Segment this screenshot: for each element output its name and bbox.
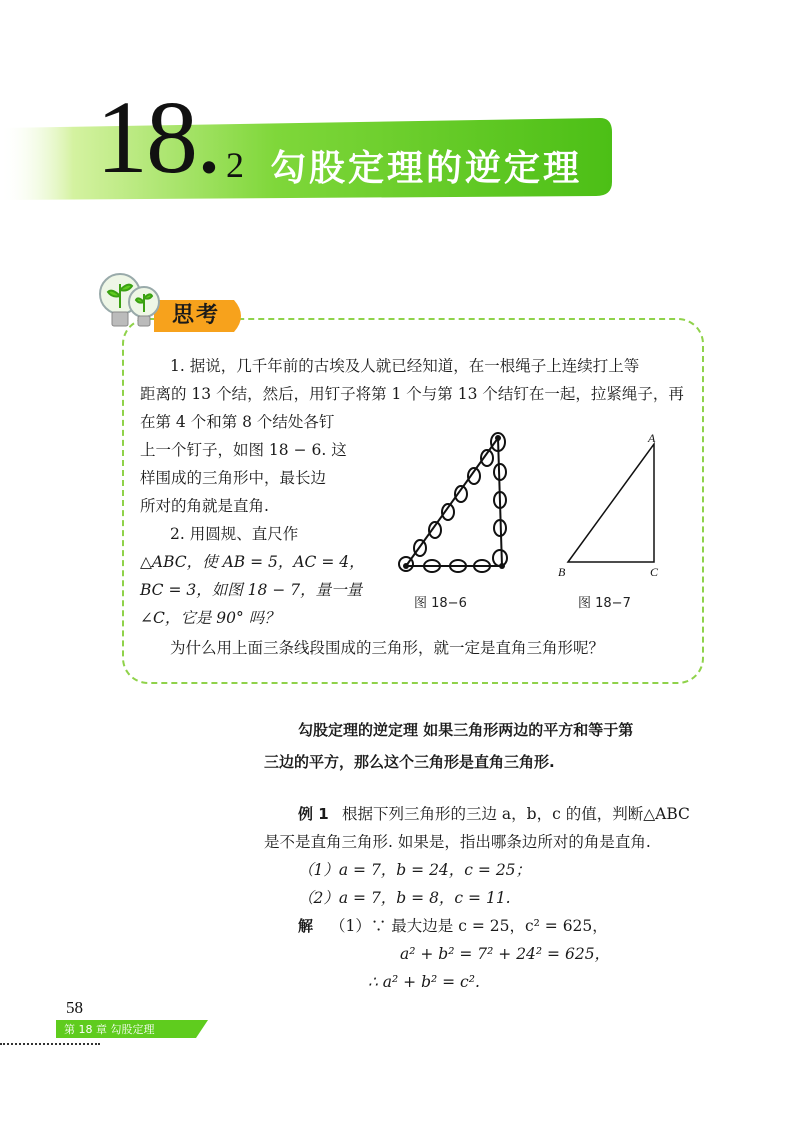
example-line2: 是不是直角三角形. 如果是，指出哪条边所对的角是直角. [264, 833, 651, 851]
rope-triangle-figure [392, 428, 524, 580]
vertex-c-label: C [650, 565, 659, 579]
think-p1-line5: 样围成的三角形中，最长边 [140, 469, 327, 487]
page-number: 58 [66, 998, 83, 1017]
solution-line1: （1）∵ 最大边是 c = 25，c² = 625， [330, 917, 608, 935]
think-p1-line1: 1. 据说，几千年前的古埃及人就已经知道，在一根绳子上连续打上等 [170, 357, 640, 375]
think-p2-line3: BC = 3，如图 18 − 7，量一量 [140, 581, 363, 599]
think-p2-line1: 2. 用圆规、直尺作 [170, 525, 299, 543]
think-label: 思考 [172, 303, 221, 328]
example-item2: （2）a = 7，b = 8，c = 11. [298, 889, 511, 907]
section-number: 18. [96, 80, 220, 195]
theorem-line2: 三边的平方，那么这个三角形是直角三角形. [264, 753, 555, 771]
right-triangle-figure [554, 430, 674, 582]
footer-dotted-line [0, 1043, 100, 1045]
example-item1: （1）a = 7，b = 24，c = 25； [298, 861, 532, 879]
think-question: 为什么用上面三条线段围成的三角形，就一定是直角三角形呢？ [170, 639, 605, 657]
solution-line2: a² + b² = 7² + 24² = 625， [400, 945, 611, 963]
section-title: 勾股定理的逆定理 [270, 148, 583, 189]
think-p2-line4: ∠C，它是 90° 吗？ [140, 609, 280, 627]
fig-18-7-caption: 图 18−7 [578, 596, 631, 611]
vertex-a-label: A [648, 431, 656, 445]
solution-label: 解 [298, 917, 314, 935]
think-p2-line2: △ABC，使 AB = 5，AC = 4， [140, 553, 365, 571]
think-p1-line2: 距离的 13 个结，然后，用钉子将第 1 个与第 13 个结钉在一起，拉紧绳子，再 [140, 385, 684, 403]
example-label: 例 1 [298, 805, 329, 823]
solution-line3: ∴ a² + b² = c². [368, 973, 480, 991]
think-p1-line4: 上一个钉子，如图 18 − 6. 这 [140, 441, 347, 459]
section-sub-number: 2 [226, 145, 244, 185]
theorem-line1: 勾股定理的逆定理 如果三角形两边的平方和等于第 [298, 721, 634, 739]
think-p1-line3: 在第 4 个和第 8 个结处各钉 [140, 413, 335, 431]
chapter-label: 第 18 章 勾股定理 [64, 1023, 155, 1036]
think-p1-line6: 所对的角就是直角. [140, 497, 269, 515]
lightbulb-icon [94, 268, 166, 340]
vertex-b-label: B [558, 565, 566, 579]
fig-18-6-caption: 图 18−6 [414, 596, 467, 611]
example-line1: 根据下列三角形的三边 a，b，c 的值，判断△ABC [342, 805, 690, 823]
